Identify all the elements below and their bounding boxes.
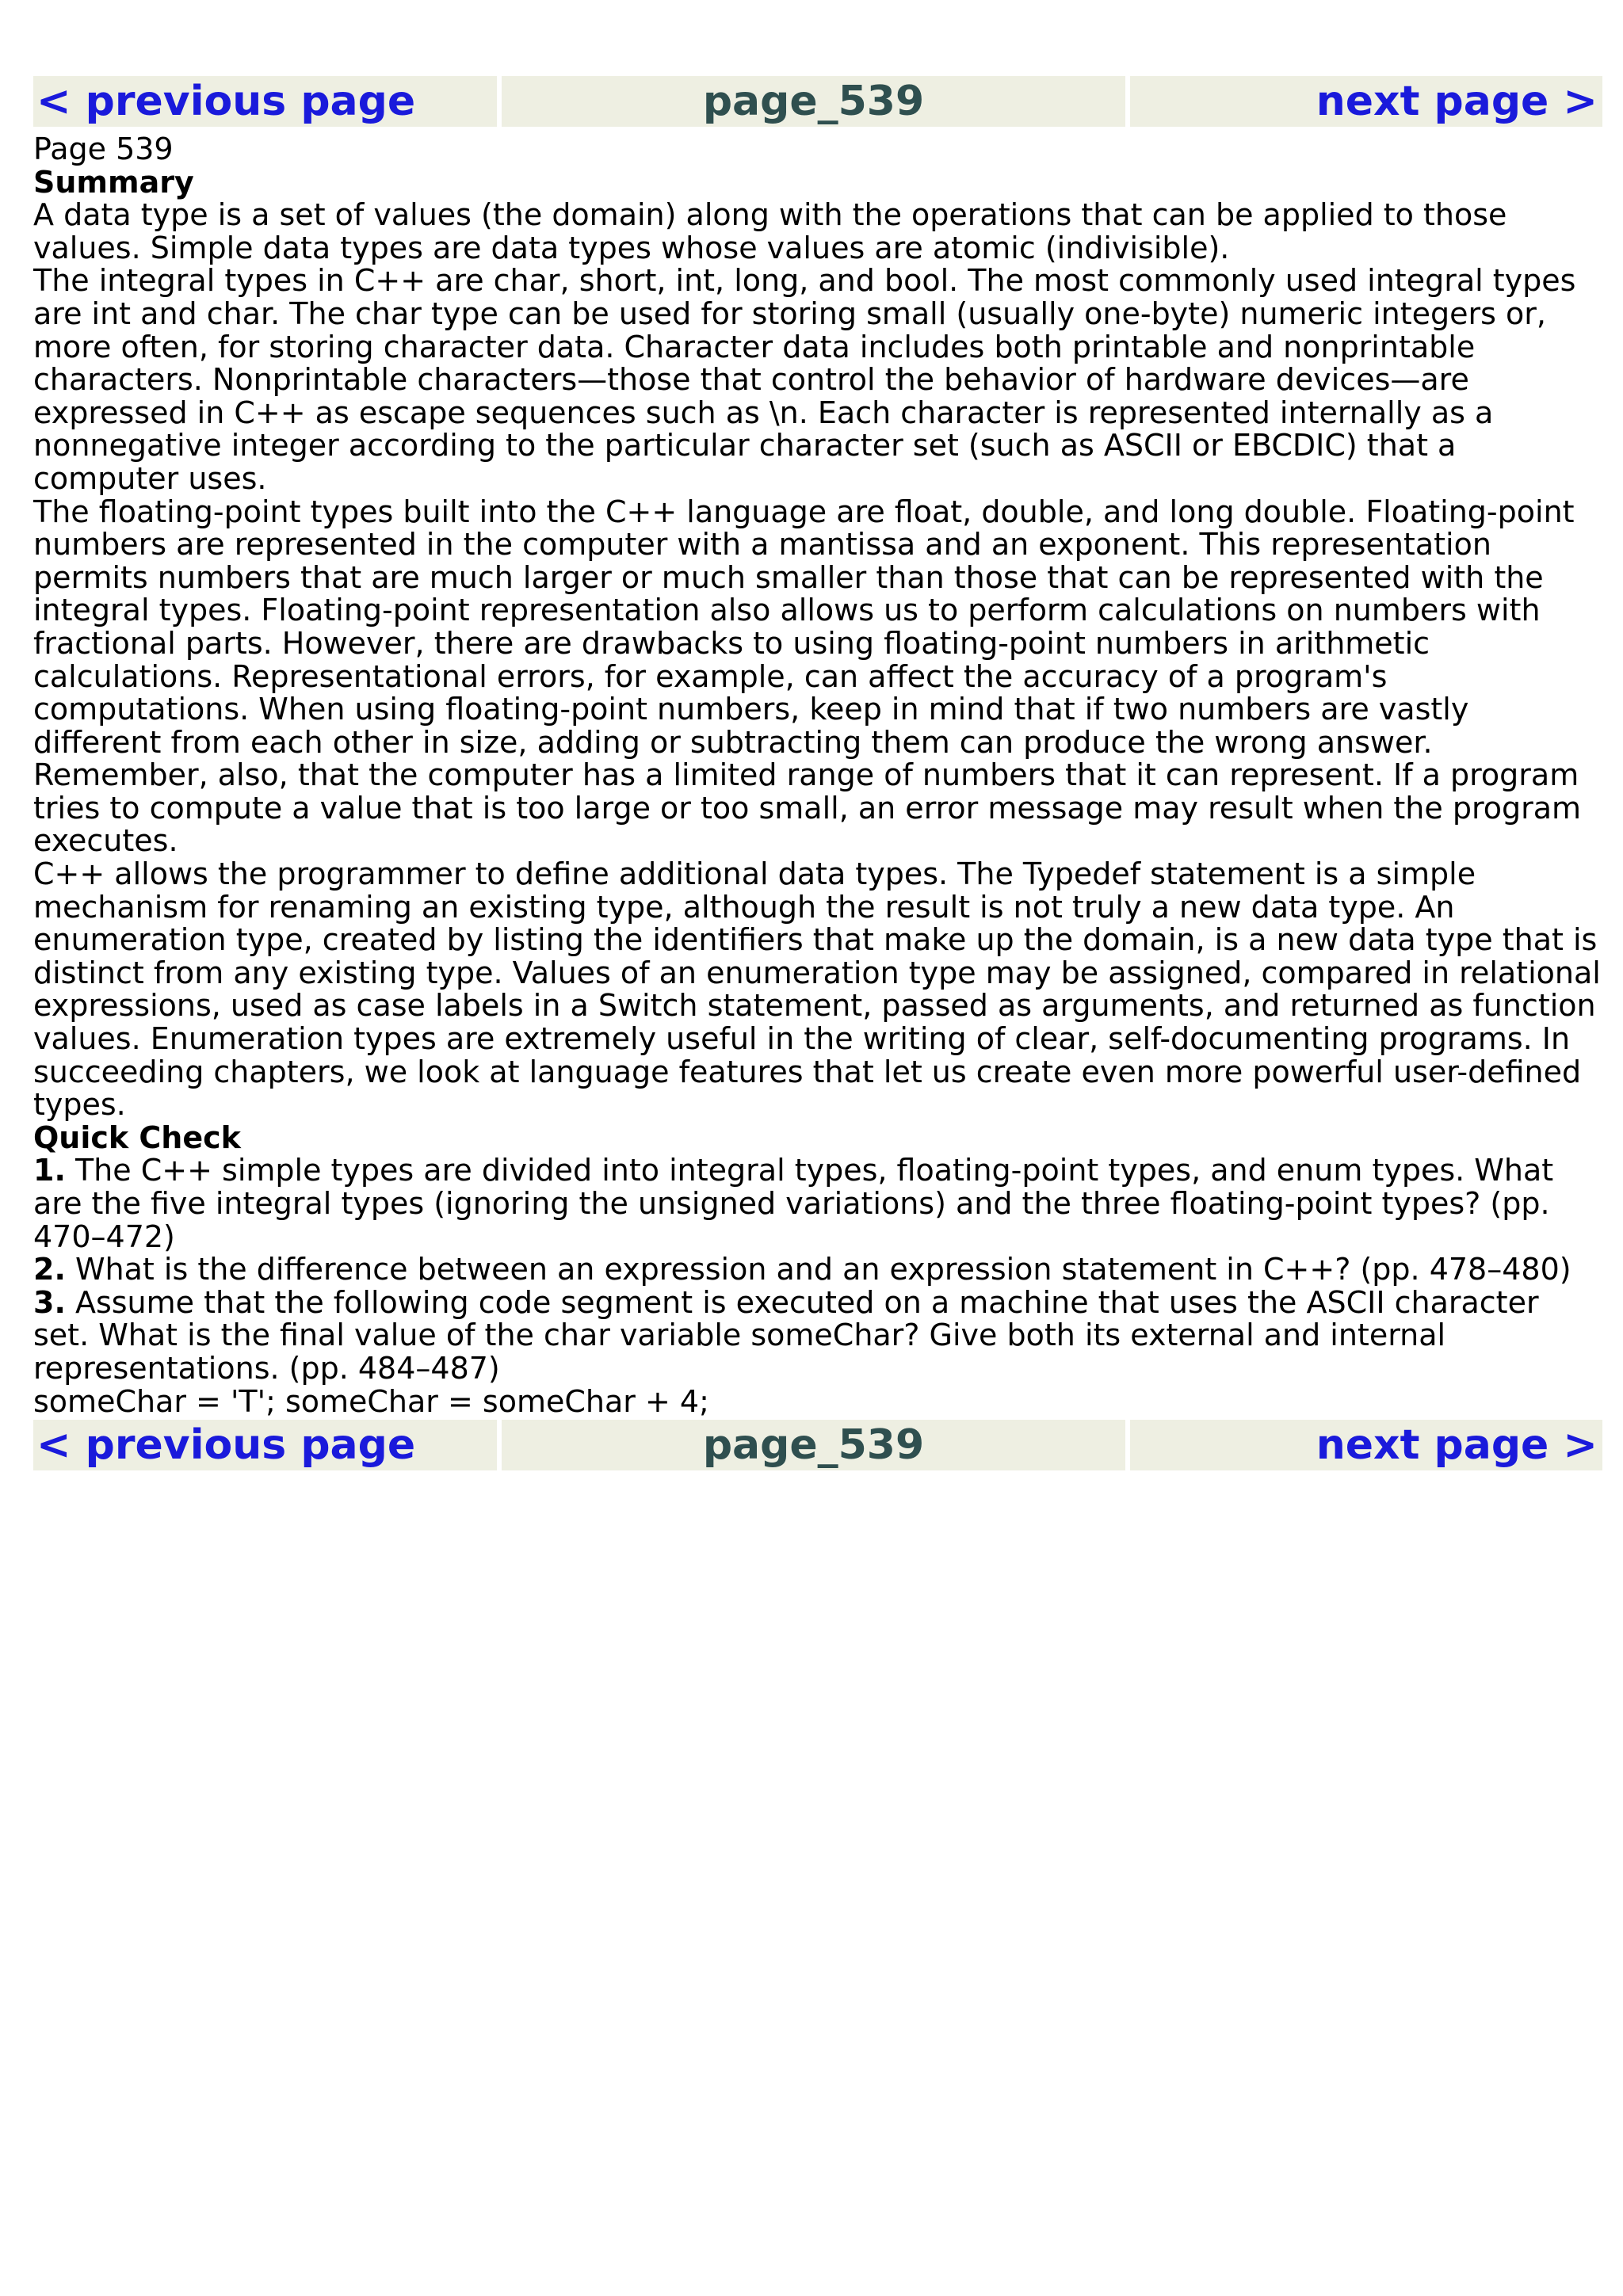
question-text: What is the difference between an expression and an expression statement in C++? (pp. 478–480) (65, 1252, 1571, 1287)
bottom-navigation-bar (33, 1420, 1602, 1470)
top-previous-page-link[interactable]: < previous page (36, 78, 416, 125)
quick-check-question (33, 1284, 1602, 1386)
code-line: someChar = 'T'; someChar = someChar + 4; (33, 1383, 709, 1419)
top-next-page-link[interactable]: next page > (1316, 78, 1598, 125)
top-next-cell (1130, 76, 1602, 127)
bottom-page-label: page_539 (702, 1421, 925, 1470)
bottom-next-page-link[interactable]: next page > (1316, 1421, 1598, 1470)
bottom-page-label-cell (502, 1420, 1125, 1470)
summary-heading: Summary (33, 164, 194, 200)
top-page-label: page_539 (702, 78, 925, 125)
document-page (33, 76, 1602, 1470)
top-navigation-bar (33, 76, 1602, 127)
question-number: 2. (33, 1252, 66, 1287)
top-page-label-cell (502, 76, 1125, 127)
summary-paragraph: A data type is a set of values (the domain) along with the operations that can be applied to those values. Simple data types are data types whose values are atomic (indivisible). (33, 197, 1507, 265)
question-number: 1. (33, 1153, 66, 1188)
summary-paragraph: The integral types in C++ are char, short, int, long, and bool. The most commonly used integral types are int and char. The char type can be used for storing small (usually one-byte) numeric integers or, more often, for storing character data. Character data includes both printable and nonprintable characters. Nonprintable characters—those that control the behavior of hardware devices—are expressed in C++ as escape sequences such as \n. Each character is represented internally as a nonnegative integer according to the particular character set (such as ASCII or EBCDIC) that a computer uses. (33, 263, 1576, 496)
quick-check-question (33, 1154, 1602, 1253)
bottom-next-cell (1130, 1420, 1602, 1470)
question-text: The C++ simple types are divided into integral types, floating-point types, and enum types. What are the five integral types (ignoring the unsigned variations) and the three floating-point types? (pp. 470–472) (33, 1153, 1554, 1254)
bottom-prev-cell (33, 1420, 497, 1470)
bottom-previous-page-link[interactable]: < previous page (36, 1421, 416, 1470)
question-number: 3. (33, 1284, 66, 1320)
summary-paragraph: The floating-point types built into the C++ language are float, double, and long double. Floating-point numbers are represented in the computer with a mantissa and an exponent. This representation permits numbers that are much larger or much smaller than those that can be represented with the integral types. Floating-point representation also allows us to perform calculations on numbers with fractional parts. However, there are drawbacks to using floating-point numbers in arithmetic calculations. Representational errors, for example, can affect the accuracy of a program's computations. When using floating-point numbers, keep in mind that if two numbers are vastly different from each other in size, adding or subtracting them can produce the wrong answer. Remember, also, that the computer has a limited range of numbers that it can represent. If a program tries to compute a value that is too large or too small, an error message may result when the program executes. (33, 494, 1582, 859)
quick-check-question (33, 1253, 1602, 1287)
question-text: Assume that the following code segment is executed on a machine that uses the ASCII character set. What is the final value of the char variable someChar? Give both its external and internal representations. (pp. 484–487) (33, 1284, 1539, 1386)
page-number: Page 539 (33, 132, 174, 166)
top-prev-cell (33, 76, 497, 127)
quick-check-heading: Quick Check (33, 1119, 241, 1155)
page-content (33, 133, 1602, 1418)
summary-paragraph: C++ allows the programmer to define additional data types. The Typedef statement is a simple mechanism for renaming an existing type, although the result is not truly a new data type. An enumeration type, created by listing the identifiers that make up the domain, is a new data type that is distinct from any existing type. Values of an enumeration type may be assigned, compared in relational expressions, used as case labels in a Switch statement, passed as arguments, and returned as function values. Enumeration types are extremely useful in the writing of clear, self-documenting programs. In succeeding chapters, we look at language features that let us create even more powerful user-defined types. (33, 856, 1601, 1123)
